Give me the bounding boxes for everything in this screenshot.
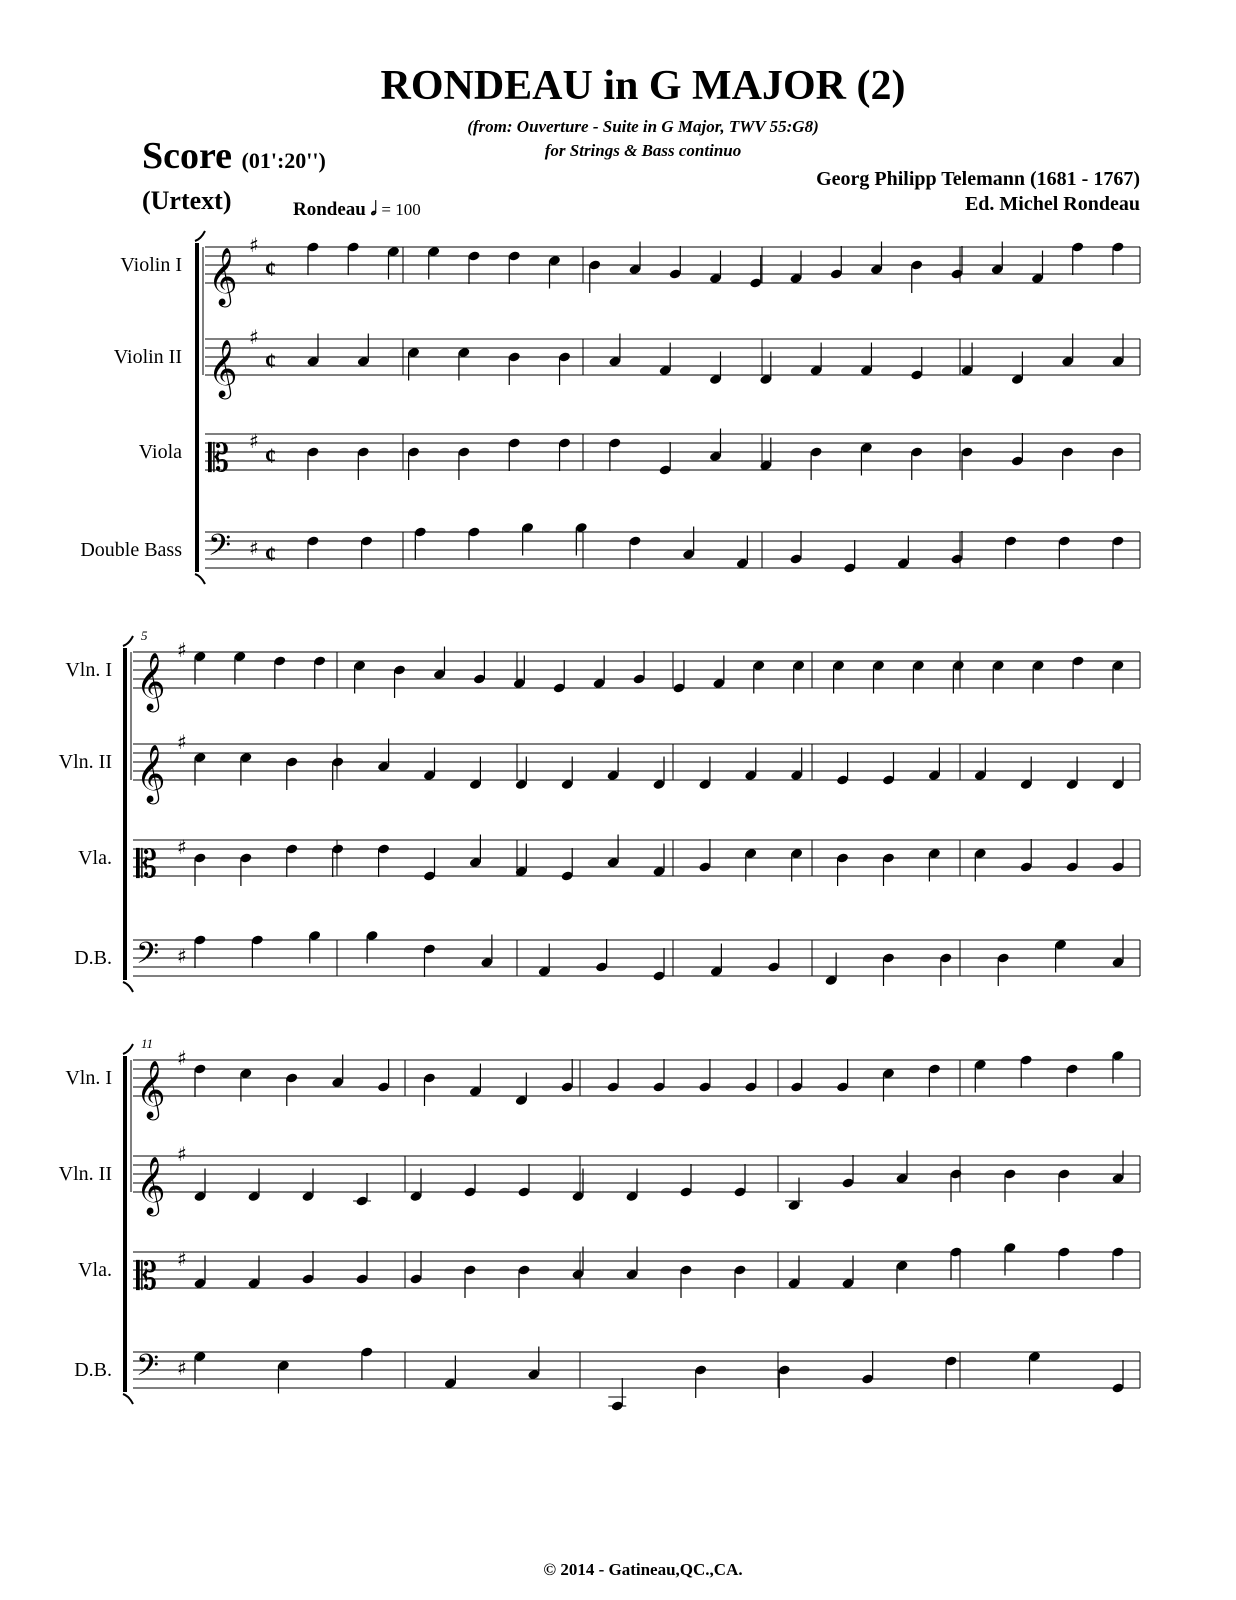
- sharp-icon: ♯: [249, 325, 259, 349]
- sharp-icon: ♯: [177, 1142, 187, 1166]
- sharp-icon: ♯: [177, 1247, 187, 1271]
- treble-clef-icon: 𝄞: [208, 247, 238, 305]
- treble-clef-icon: 𝄞: [136, 1060, 166, 1118]
- sharp-icon: ♯: [177, 1356, 187, 1380]
- sharp-icon: ♯: [177, 730, 187, 754]
- bass-clef-icon: 𝄢: [136, 937, 160, 978]
- bracket-hook-top: [123, 1044, 133, 1054]
- instrument-label: Vla.: [78, 1259, 112, 1281]
- instrument-label: Violin I: [120, 254, 182, 276]
- duration: (01':20''): [241, 148, 326, 173]
- instrument-label: Vln. II: [58, 1163, 112, 1185]
- instrument-label: Double Bass: [80, 539, 182, 561]
- cut-time-icon: ¢: [265, 348, 276, 373]
- instrumentation: for Strings & Bass continuo: [544, 141, 742, 160]
- bass-clef-icon: 𝄢: [136, 1349, 160, 1390]
- alto-clef-icon: 𝄡: [136, 1254, 158, 1298]
- tempo-text: Rondeau: [293, 199, 366, 220]
- score-label-text: Score: [142, 135, 233, 177]
- measure-number: 5: [141, 628, 148, 643]
- bracket-hook-bottom: [123, 1394, 133, 1404]
- treble-clef-icon: 𝄞: [136, 652, 166, 710]
- sharp-icon: ♯: [177, 638, 187, 662]
- cut-time-icon: ¢: [265, 541, 276, 566]
- instrument-label: D.B.: [74, 1359, 112, 1381]
- alto-clef-icon: 𝄡: [208, 436, 230, 480]
- bracket-hook-top: [123, 636, 133, 646]
- instrument-label: Viola: [138, 441, 182, 463]
- alto-clef-icon: 𝄡: [136, 842, 158, 886]
- urtext-label: (Urtext): [142, 186, 232, 215]
- composer: Georg Philipp Telemann (1681 - 1767): [816, 168, 1140, 190]
- sharp-icon: ♯: [249, 536, 259, 560]
- copyright: © 2014 - Gatineau,QC.,CA.: [543, 1560, 743, 1579]
- cut-time-icon: ¢: [265, 443, 276, 468]
- sharp-icon: ♯: [249, 429, 259, 453]
- sharp-icon: ♯: [249, 233, 259, 257]
- page-title: RONDEAU in G MAJOR (2): [380, 63, 906, 109]
- editor: Ed. Michel Rondeau: [964, 193, 1140, 215]
- sharp-icon: ♯: [177, 944, 187, 968]
- treble-clef-icon: 𝄞: [208, 339, 238, 397]
- bracket-hook-top: [195, 231, 205, 241]
- subtitle: (from: Ouverture - Suite in G Major, TWV 55:G8): [467, 117, 819, 136]
- score-systems: [59, 231, 1140, 1412]
- half-note-icon: 𝅗𝅥: [370, 199, 377, 220]
- cut-time-icon: ¢: [265, 256, 276, 281]
- instrument-label: Vln. I: [65, 1067, 112, 1089]
- instrument-label: Vla.: [78, 847, 112, 869]
- instrument-label: D.B.: [74, 947, 112, 969]
- bracket-hook-bottom: [123, 982, 133, 992]
- instrument-label: Vln. I: [65, 659, 112, 681]
- treble-clef-icon: 𝄞: [136, 1156, 166, 1214]
- sharp-icon: ♯: [177, 1046, 187, 1070]
- treble-clef-icon: 𝄞: [136, 744, 166, 802]
- tempo-value: = 100: [381, 200, 421, 219]
- instrument-label: Vln. II: [58, 751, 112, 773]
- bracket-hook-bottom: [195, 574, 205, 584]
- measure-number: 11: [141, 1036, 154, 1051]
- bass-clef-icon: 𝄢: [208, 529, 232, 570]
- sharp-icon: ♯: [177, 835, 187, 859]
- instrument-label: Violin II: [113, 346, 182, 368]
